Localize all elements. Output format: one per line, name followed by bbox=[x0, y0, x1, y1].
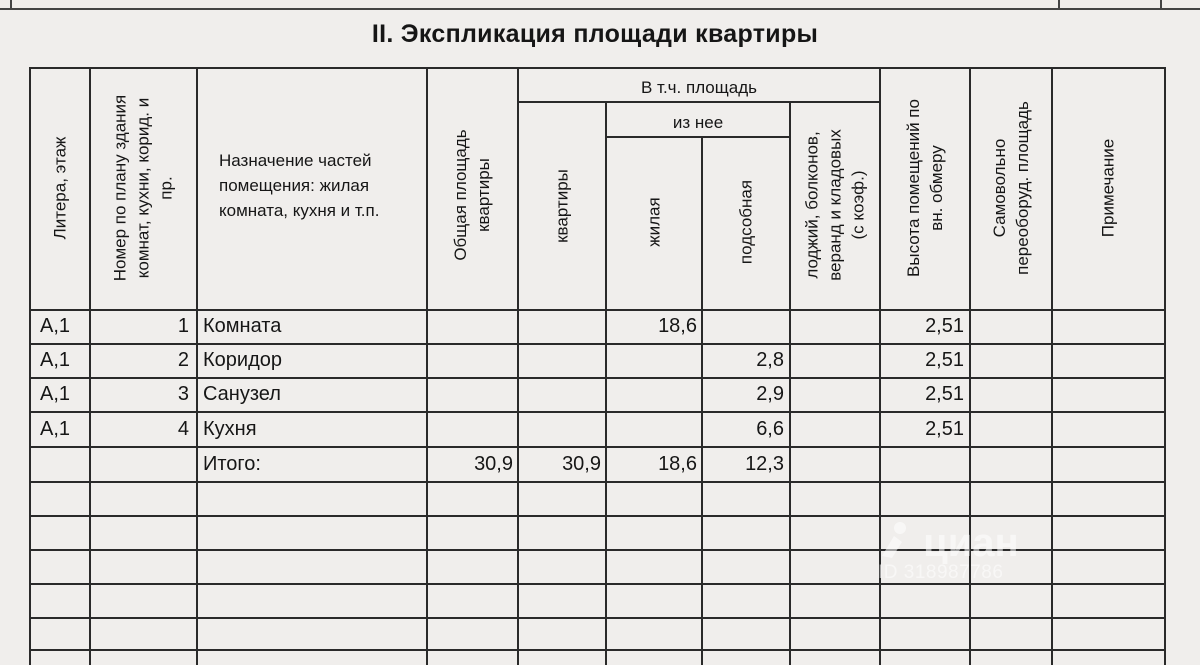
row-4-obshchaya bbox=[427, 417, 513, 441]
row-1-vysota: 2,51 bbox=[925, 315, 964, 337]
watermark-id: ID 318987786 bbox=[878, 562, 1004, 583]
row-1-kvartiry bbox=[518, 314, 601, 338]
row-4-nomer: 4 bbox=[177, 418, 189, 440]
row-1-nomer: 1 bbox=[177, 315, 189, 337]
watermark bbox=[878, 520, 1019, 584]
watermark-logo bbox=[878, 520, 1019, 566]
total-kvartiry: 30,9 bbox=[562, 453, 601, 475]
row-2-vysota: 2,51 bbox=[925, 349, 964, 371]
row-2-naznachenie: Коридор bbox=[203, 349, 282, 371]
watermark-brand: циан bbox=[923, 521, 1019, 565]
row-2-lodzhiy bbox=[790, 348, 874, 372]
header-primechanie: Примечание bbox=[1098, 138, 1118, 238]
row-2-obshchaya bbox=[427, 348, 513, 372]
header-zhilaya: жилая bbox=[644, 197, 664, 247]
row-3-podsobnaya: 2,9 bbox=[756, 383, 784, 405]
row-3-vysota: 2,51 bbox=[925, 383, 964, 405]
row-4-lodzhiy bbox=[790, 417, 874, 441]
row-4-naznachenie: Кухня bbox=[203, 418, 257, 440]
header-samovolno: Самовольно переоборуд. площадь bbox=[990, 101, 1032, 275]
header-naznachenie: Назначение частей помещения: жилая комната, кухня и т.п. bbox=[219, 151, 380, 220]
total-nomer bbox=[90, 452, 189, 476]
row-1-lodzhiy bbox=[790, 314, 874, 338]
row-4-litera: А,1 bbox=[40, 418, 71, 440]
row-2-zhilaya bbox=[606, 348, 697, 372]
total-label: Итого: bbox=[203, 453, 261, 475]
total-zhilaya: 18,6 bbox=[658, 453, 697, 475]
header-podsobnaya: подсобная bbox=[736, 179, 756, 265]
person-icon bbox=[878, 520, 912, 560]
row-2-litera: А,1 bbox=[40, 349, 71, 371]
header-litera: Литера, этаж bbox=[50, 136, 70, 240]
row-1-litera: А,1 bbox=[40, 315, 71, 337]
page-title: II. Экспликация площади квартиры bbox=[371, 20, 819, 48]
row-3-nomer: 3 bbox=[177, 383, 189, 405]
total-podsobnaya: 12,3 bbox=[745, 453, 784, 475]
row-4-vysota: 2,51 bbox=[925, 418, 964, 440]
row-3-kvartiry bbox=[518, 382, 601, 406]
total-obshchaya: 30,9 bbox=[474, 453, 513, 475]
row-4-zhilaya bbox=[606, 417, 697, 441]
row-3-litera: А,1 bbox=[40, 383, 71, 405]
header-kvartiry: квартиры bbox=[552, 169, 572, 243]
row-2-kvartiry bbox=[518, 348, 601, 372]
row-3-zhilaya bbox=[606, 382, 697, 406]
header-v-tch: В т.ч. площадь bbox=[641, 78, 757, 97]
row-1-zhilaya: 18,6 bbox=[658, 315, 697, 337]
row-4-kvartiry bbox=[518, 417, 601, 441]
row-1-naznachenie: Комната bbox=[203, 315, 282, 337]
row-1-podsobnaya bbox=[702, 314, 784, 338]
header-nomer: Номер по плану здания комнат, кухни, корид. и пр. bbox=[110, 94, 176, 282]
row-3-obshchaya bbox=[427, 382, 513, 406]
total-vysota bbox=[880, 452, 964, 476]
row-2-nomer: 2 bbox=[177, 349, 189, 371]
header-iz-nee: из нее bbox=[672, 113, 724, 132]
row-4-podsobnaya: 6,6 bbox=[756, 418, 784, 440]
row-3-naznachenie: Санузел bbox=[203, 383, 281, 405]
row-3-lodzhiy bbox=[790, 382, 874, 406]
total-lodzhiy bbox=[790, 452, 874, 476]
header-vysota: Высота помещений по вн. обмеру bbox=[904, 99, 946, 277]
row-1-obshchaya bbox=[427, 314, 513, 338]
header-obshchaya: Общая площадь квартиры bbox=[451, 129, 493, 261]
row-2-podsobnaya: 2,8 bbox=[756, 349, 784, 371]
header-lodzhiy: лоджий, болконов, веранд и кладовых (с коэф.) bbox=[802, 129, 868, 281]
